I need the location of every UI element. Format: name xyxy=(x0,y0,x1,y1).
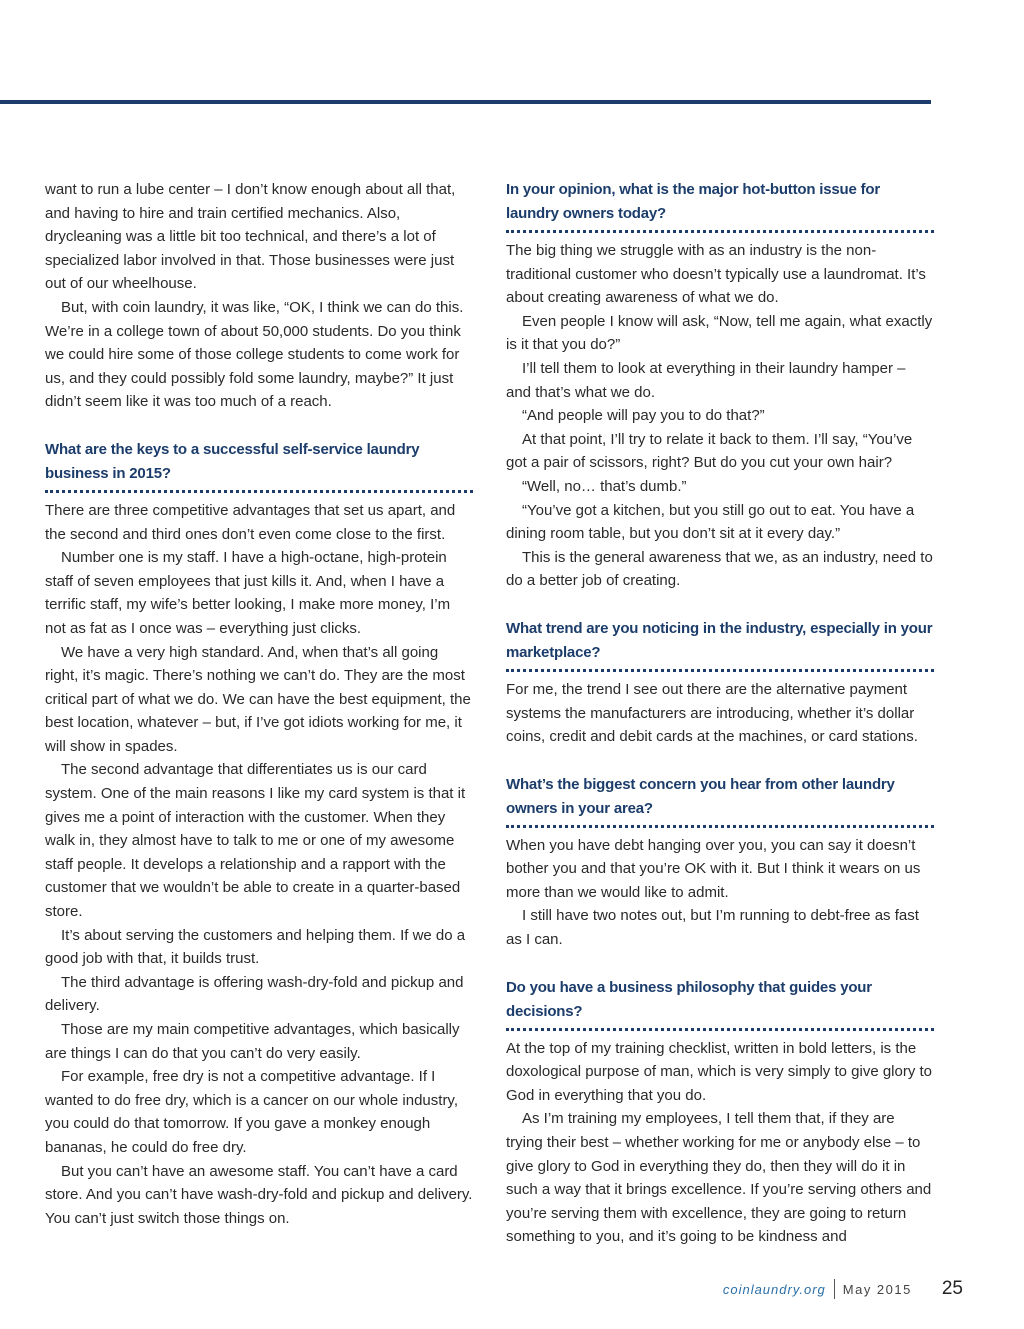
paragraph: “Well, no… that’s dumb.” xyxy=(522,477,687,495)
paragraph: Number one is my staff. I have a high-octane, high-protein staff of seven employees that just kills it. And, when I have a terrific staff, my wife’s better looking, I make more money, I’m not as fat as I once was – everything just clicks. xyxy=(45,549,451,637)
paragraph: We have a very high standard. And, when that’s all going right, it’s magic. There’s nothing we can’t do. They are the most critical part of what we do. We can have the best equipment, the best location, whatever – but, if I’ve got idiots working for me, it will show in spades. xyxy=(45,643,471,755)
question-heading: What’s the biggest concern you hear from other laundry owners in your area? xyxy=(506,773,934,828)
paragraph: The big thing we struggle with as an industry is the non-traditional customer who doesn’t typically use a laundromat. It’s about creating awareness of what we do. xyxy=(506,242,926,307)
paragraph: The second advantage that differentiates us is our card system. One of the main reasons I like my card system is that it gives me a point of interaction with the customer. When they walk in, they almost have to talk to me or one of my awesome staff people. It develops a relationship and a rapport with the customer that we wouldn’t be able to create in a quarter-based store. xyxy=(45,761,466,921)
page-footer xyxy=(723,1278,963,1300)
footer-date: May 2015 xyxy=(842,1281,912,1297)
paragraph: want to run a lube center – I don’t know enough about all that, and having to hire and train certified mechanics. Also, drycleaning was a little bit too technical, and there’s a lot of specialized labor involved in that. Those businesses were just out of our wheelhouse. xyxy=(45,181,456,293)
paragraph: At the top of my training checklist, written in bold letters, is the doxological purpose of man, which is very simply to give glory to God in everything that you do. xyxy=(506,1039,933,1104)
paragraph: I’ll tell them to look at everything in their laundry hamper – and that’s what we do. xyxy=(506,359,906,401)
paragraph: When you have debt hanging over you, you can say it doesn’t bother you and that you’re OK with it. But I think it wears on us more than we would like to admit. xyxy=(506,836,921,901)
question-heading: What trend are you noticing in the industry, especially in your marketplace? xyxy=(506,617,934,672)
paragraph: Even people I know will ask, “Now, tell me again, what exactly is it that you do?” xyxy=(506,312,933,354)
paragraph: It’s about serving the customers and helping them. If we do a good job with that, it builds trust. xyxy=(45,926,466,968)
question-heading: In your opinion, what is the major hot-button issue for laundry owners today? xyxy=(506,178,934,233)
header-rule xyxy=(0,100,931,104)
paragraph: There are three competitive advantages that set us apart, and the second and third ones don’t even come close to the first. xyxy=(45,501,456,543)
paragraph: “And people will pay you to do that?” xyxy=(522,407,765,425)
paragraph: At that point, I’ll try to relate it back to them. I’ll say, “You’ve got a pair of scissors, right? But do you cut your own hair? xyxy=(506,430,913,472)
right-column xyxy=(506,178,934,1249)
left-column xyxy=(45,178,473,1230)
question-heading: What are the keys to a successful self-service laundry business in 2015? xyxy=(45,438,473,493)
question-heading: Do you have a business philosophy that guides your decisions? xyxy=(506,976,934,1031)
paragraph: The third advantage is offering wash-dry-fold and pickup and delivery. xyxy=(45,973,464,1015)
paragraph: This is the general awareness that we, as an industry, need to do a better job of creating. xyxy=(506,548,933,590)
paragraph: I still have two notes out, but I’m running to debt-free as fast as I can. xyxy=(506,907,919,949)
paragraph: But you can’t have an awesome staff. You can’t have a card store. And you can’t have wash-dry-fold and pickup and delivery. You can’t just switch those things on. xyxy=(45,1162,473,1227)
paragraph: “You’ve got a kitchen, but you still go out to eat. You have a dining room table, but you don’t sit at it every day.” xyxy=(506,501,915,543)
footer-divider xyxy=(834,1279,835,1299)
paragraph: But, with coin laundry, it was like, “OK, I think we can do this. We’re in a college town of about 50,000 students. Do you think we could hire some of those college students to come work for us, and they could possibly fold some laundry, maybe?” It just didn’t seem like it was too much of a reach. xyxy=(45,298,464,411)
paragraph: For me, the trend I see out there are the alternative payment systems the manufacturers are introducing, whether it’s dollar coins, credit and debit cards at the machines, or card stations. xyxy=(506,680,918,746)
paragraph: As I’m training my employees, I tell them that, if they are trying their best – whether working for me or anybody else – to give glory to God in everything they do, then they will do it in such a way that it brings excellence. If you’re serving others and you’re serving them with excellence, they are going to return something to you, and it’s going to be kindness and xyxy=(506,1110,932,1246)
footer-site: coinlaundry.org xyxy=(722,1281,826,1297)
paragraph: For example, free dry is not a competitive advantage. If I wanted to do free dry, which is a cancer on our whole industry, you could do that tomorrow. If you gave a monkey enough bananas, he could do free dry. xyxy=(45,1068,458,1156)
paragraph: Those are my main competitive advantages, which basically are things I can do that you can’t do very easily. xyxy=(45,1021,460,1062)
page-number: 25 xyxy=(941,1278,963,1299)
